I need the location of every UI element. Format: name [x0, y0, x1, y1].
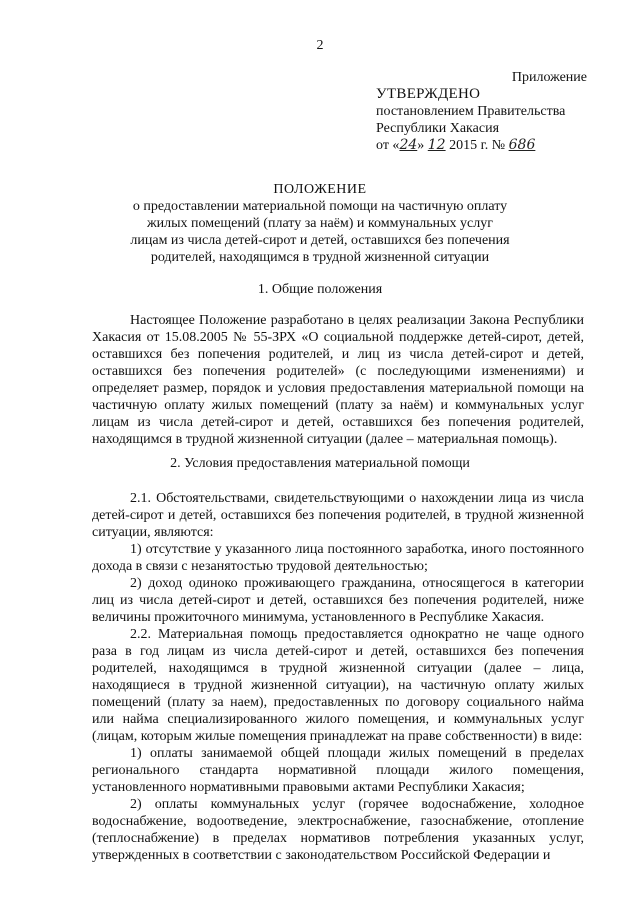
- approved-line-1: постановлением Правительства: [376, 104, 566, 119]
- section-1-heading: 1. Общие положения: [257, 282, 383, 297]
- handwritten-doc-number: 686: [508, 137, 536, 153]
- date-mid: »: [417, 138, 428, 153]
- paragraph: Настоящее Положение разработано в целях реализации Закона Республики Хакасия от 15.08.2005 № 55-ЗРХ «О социальной поддержке детей-сирот, детей, оставшихся без попечения родителей, и лиц из числа детей-сирот и детей, оставшихся без попечения родителей» (с последующими изменениями) и определяет размер, порядок и условия предоставления материальной помощи на частичную оплату жилых помещений (плату за наём) и коммунальных услуг лицам из числа детей-сирот и детей, оставшихся без попечения родителей, находящимся в трудной жизненной ситуации (далее – материальная помощь).: [92, 313, 584, 447]
- section-1-body: [92, 312, 584, 448]
- paragraph: 2.2. Материальная помощь предоставляется однократно не чаще одного раза в год лицам из числа детей-сирот и детей, оставшихся без попечения родителей, находящимся в трудной жизненной ситуации (далее – лица, находящиеся в трудной жизненной ситуации), на частичную оплату жилых помещений (плату за наем), предоставленных по договору социального найма или найма специализированного жилого помещения, и коммунальных услуг (лицам, которым жилые помещения принадлежат на праве собственности) в виде:: [92, 627, 584, 744]
- paragraph: 1) оплаты занимаемой общей площади жилых помещений в пределах регионального стандарта нормативной площади жилого помещения, установленного нормативными правовыми актами Республики Хакасия;: [92, 746, 584, 795]
- approved-line-2: Республики Хакасия: [376, 121, 500, 136]
- page-number: 2: [316, 38, 324, 53]
- paragraph: 1) отсутствие у указанного лица постоянного заработка, иного постоянного дохода в связи с незанятостью трудовой деятельностью;: [92, 542, 584, 574]
- paragraph: 2) оплаты коммунальных услуг (горячее водоснабжение, холодное водоснабжение, водоотведение, электроснабжение, газоснабжение, отопление (теплоснабжение) в пределах нормативов потребления указанных услуг, утвержденных в соответствии с законодательством Российской Федерации и: [92, 797, 584, 863]
- paragraph: 2) доход одиноко проживающего гражданина, относящегося в категории лиц из числа детей-сирот и детей, оставшихся без попечения родителей, ниже величины прожиточного минимума, установленного в Республике Хакасия.: [92, 576, 584, 625]
- paragraph: 2.1. Обстоятельствами, свидетельствующими о нахождении лица из числа детей-сирот и детей, оставшихся без попечения родителей, в трудной жизненной ситуации, являются:: [92, 491, 584, 540]
- document-title: ПОЛОЖЕНИЕ: [273, 182, 367, 197]
- approval-date-line: [376, 137, 606, 154]
- section-2-body: [92, 490, 584, 864]
- approved-heading: УТВЕРЖДЕНО: [376, 86, 481, 102]
- date-year: 2015 г. №: [445, 138, 509, 153]
- approval-block: [376, 86, 606, 154]
- section-2-heading: 2. Условия предоставления материальной помощи: [170, 456, 470, 471]
- handwritten-day: 24: [399, 137, 418, 153]
- handwritten-month: 12: [427, 137, 446, 153]
- document-subtitle: о предоставлении материальной помощи на частичную оплату жилых помещений (плату за наём) и коммунальных услуг лицам из числа детей-сирот и детей, оставшихся без попечения родителей, находящимся в трудной жизненной ситуации: [130, 199, 510, 265]
- date-prefix: от «: [376, 138, 400, 153]
- appendix-label: Приложение: [511, 70, 587, 85]
